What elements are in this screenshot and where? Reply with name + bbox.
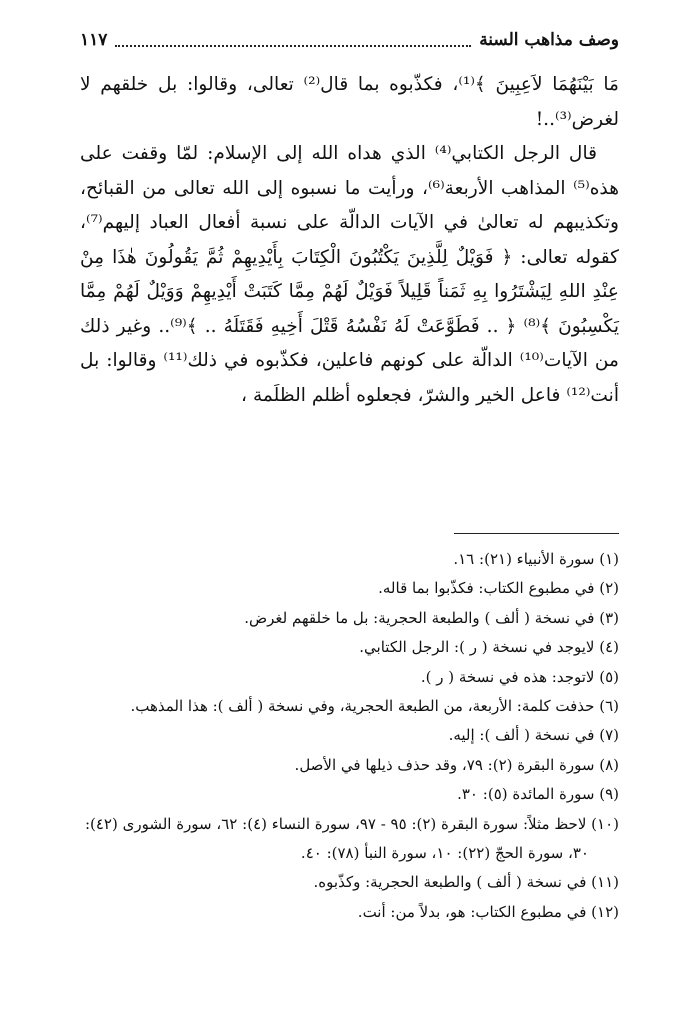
main-text (80, 68, 619, 413)
footnote-8: (٨) سورة البقرة (٢): ٧٩، وقد حذف ذيلها في الأصل. (294, 755, 619, 774)
footnote-7: (٧) في نسخة ( ألف ): إليه. (448, 726, 619, 745)
footnote-12: (١٢) في مطبوع الكتاب: هو، بدلاً من: أنت. (357, 902, 619, 921)
running-header (80, 26, 619, 54)
footnote-10: (١٠) لاحظ مثلاً: سورة البقرة (٢): ٩٥ - ٩٧، سورة النساء (٤): ٦٢، سورة الشورى (٤٢): ٣٠، سورة الحجّ (٢٢): ١٠، سورة النبأ (٧٨): ٤٠. (84, 814, 619, 863)
footnote-5: (٥) لاتوجد: هذه في نسخة ( ر ). (420, 667, 619, 686)
footnote-4: (٤) لايوجد في نسخة ( ر ): الرجل الكتابي. (359, 638, 619, 657)
leader-dots (115, 33, 471, 47)
footnote-6: (٦) حذفت كلمة: الأربعة، من الطبعة الحجرية، وفي نسخة ( ألف ): هذا المذهب. (130, 697, 619, 716)
footnote-11: (١١) في نسخة ( ألف ) والطبعة الحجرية: وكذّبوه. (313, 873, 619, 892)
footnote-9: (٩) سورة المائدة (٥): ٣٠. (457, 785, 619, 804)
footnote-separator (454, 533, 619, 534)
footnote-1: (١) سورة الأنبياء (٢١): ١٦. (453, 550, 619, 568)
paragraph-1: مَا بَيْنَهُمَا لاَعِبِينَ ﴾⁽¹⁾، فكذّبوه بما قال⁽²⁾ تعالى، وقالوا: بل خلقهم لا لغرض⁽³⁾..! (80, 74, 619, 130)
paragraph-2: قال الرجل الكتابي⁽⁴⁾ الذي هداه الله إلى الإسلام: لمّا وقفت على هذه⁽⁵⁾ المذاهب الأربعة⁽⁶⁾، ورأيت ما نسبوه إلى الله تعالى من القبائح، وتكذيبهم له تعالىٰ في الآيات الدالّة على نسبة أفعال العباد إليهم⁽⁷⁾، كقوله تعالى: ﴿ فَوَيْلٌ لِلَّذِينَ يَكْتُبُونَ الْكِتَابَ بِأَيْدِيهِمْ ثُمَّ يَقُولُونَ هٰذَا مِنْ عِنْدِ اللهِ لِيَشْتَرُوا بِهِ ثَمَناً قَلِيلاً فَوَيْلٌ لَهُمْ مِمَّا كَتَبَتْ أَيْدِيهِمْ وَوَيْلٌ لَهُمْ مِمَّا يَكْسِبُونَ ﴾⁽⁸⁾ ﴿ .. فَطَوَّعَتْ لَهُ نَفْسُهُ قَتْلَ أَخِيهِ فَقَتَلَهُ .. ﴾⁽⁹⁾.. وغير ذلك من الآيات⁽¹⁰⁾ الدالّة على كونهم فاعلين، فكذّبوه في ذلك⁽¹¹⁾ وقالوا: بل أنت⁽¹²⁾ فاعل الخير والشرّ، فجعلوه أظلم الظلَمة ، (80, 143, 619, 406)
footnote-3: (٣) في نسخة ( ألف ) والطبعة الحجرية: بل ما خلقهم لغرض. (244, 608, 619, 627)
running-title: وصف مذاهب السنة (479, 30, 619, 50)
page-number: ١١٧ (80, 30, 108, 50)
footnotes (80, 545, 619, 927)
footnote-2: (٢) في مطبوع الكتاب: فكذّبوا بما قاله. (378, 579, 619, 598)
